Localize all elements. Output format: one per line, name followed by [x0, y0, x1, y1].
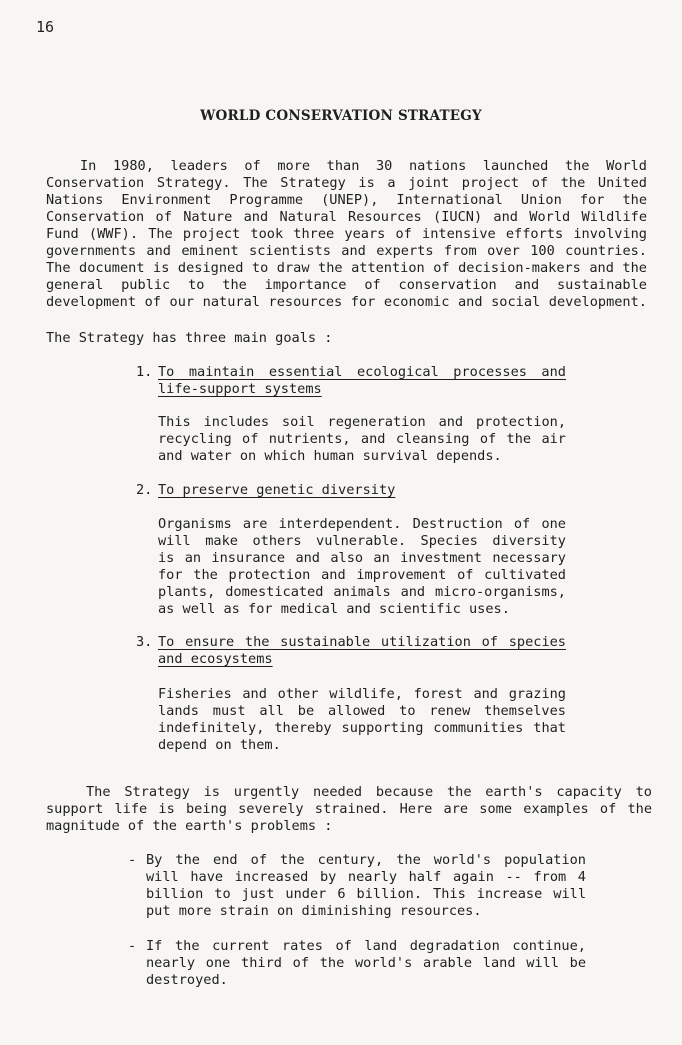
intro-line: The document is designed to draw the attention of decision-makers and the: [46, 260, 647, 276]
goal-body-line: Fisheries and other wildlife, forest and grazing: [158, 686, 566, 702]
bullet-line: If the current rates of land degradation continue,: [146, 938, 586, 954]
page-number: 16: [36, 18, 55, 36]
bullet-line: destroyed.: [146, 972, 228, 988]
bullet-marker: -: [128, 852, 137, 868]
goal-body-line: This includes soil regeneration and protection,: [158, 414, 566, 430]
intro-line: governments and eminent scientists and experts from over 100 countries.: [46, 243, 647, 259]
intro-line: Nations Environment Programme (UNEP), International Union for the: [46, 192, 647, 208]
goal-body-line: is an insurance and also an investment necessary: [158, 550, 566, 566]
goal-body-line: indefinitely, thereby supporting communities that: [158, 720, 566, 736]
goal-number: 2.: [136, 482, 153, 498]
goal-heading: To preserve genetic diversity: [158, 482, 396, 498]
document-title: WORLD CONSERVATION STRATEGY: [200, 108, 482, 124]
urgency-line: support life is being severely strained. Here are some examples of the: [46, 801, 652, 817]
goal-body-line: will make others vulnerable. Species diversity: [158, 533, 566, 549]
goal-body-line: and water on which human survival depends.: [158, 448, 502, 464]
goal-number: 3.: [136, 634, 153, 650]
goals-intro: The Strategy has three main goals :: [46, 330, 333, 346]
intro-line: Conservation Strategy. The Strategy is a joint project of the United: [46, 175, 647, 191]
goal-body-line: lands must all be allowed to renew themselves: [158, 703, 566, 719]
intro-line: Conservation of Nature and Natural Resources (IUCN) and World Wildlife: [46, 209, 647, 225]
intro-line: Fund (WWF). The project took three years of intensive efforts involving: [46, 226, 647, 242]
goal-body-line: as well as for medical and scientific uses.: [158, 601, 510, 617]
goal-heading: To ensure the sustainable utilization of species: [158, 634, 566, 650]
bullet-marker: -: [128, 938, 137, 954]
intro-line: In 1980, leaders of more than 30 nations launched the World: [80, 158, 647, 174]
intro-line: development of our natural resources for economic and social development.: [46, 294, 647, 310]
intro-line: general public to the importance of conservation and sustainable: [46, 277, 647, 293]
goal-heading: life-support systems: [158, 381, 322, 397]
bullet-line: nearly one third of the world's arable land will be: [146, 955, 586, 971]
goal-body-line: for the protection and improvement of cultivated: [158, 567, 566, 583]
bullet-line: put more strain on diminishing resources.: [146, 903, 482, 919]
goal-body-line: Organisms are interdependent. Destruction of one: [158, 516, 566, 532]
goal-heading: To maintain essential ecological processes and: [158, 364, 566, 380]
urgency-line: The Strategy is urgently needed because the earth's capacity to: [86, 784, 652, 800]
goal-heading: and ecosystems: [158, 651, 273, 667]
urgency-line: magnitude of the earth's problems :: [46, 818, 333, 834]
bullet-line: By the end of the century, the world's population: [146, 852, 586, 868]
bullet-line: billion to just under 6 billion. This increase will: [146, 886, 586, 902]
goal-number: 1.: [136, 364, 153, 380]
bullet-line: will have increased by nearly half again -- from 4: [146, 869, 586, 885]
goal-body-line: plants, domesticated animals and micro-organisms,: [158, 584, 566, 600]
goal-body-line: depend on them.: [158, 737, 281, 753]
goal-body-line: recycling of nutrients, and cleansing of the air: [158, 431, 566, 447]
